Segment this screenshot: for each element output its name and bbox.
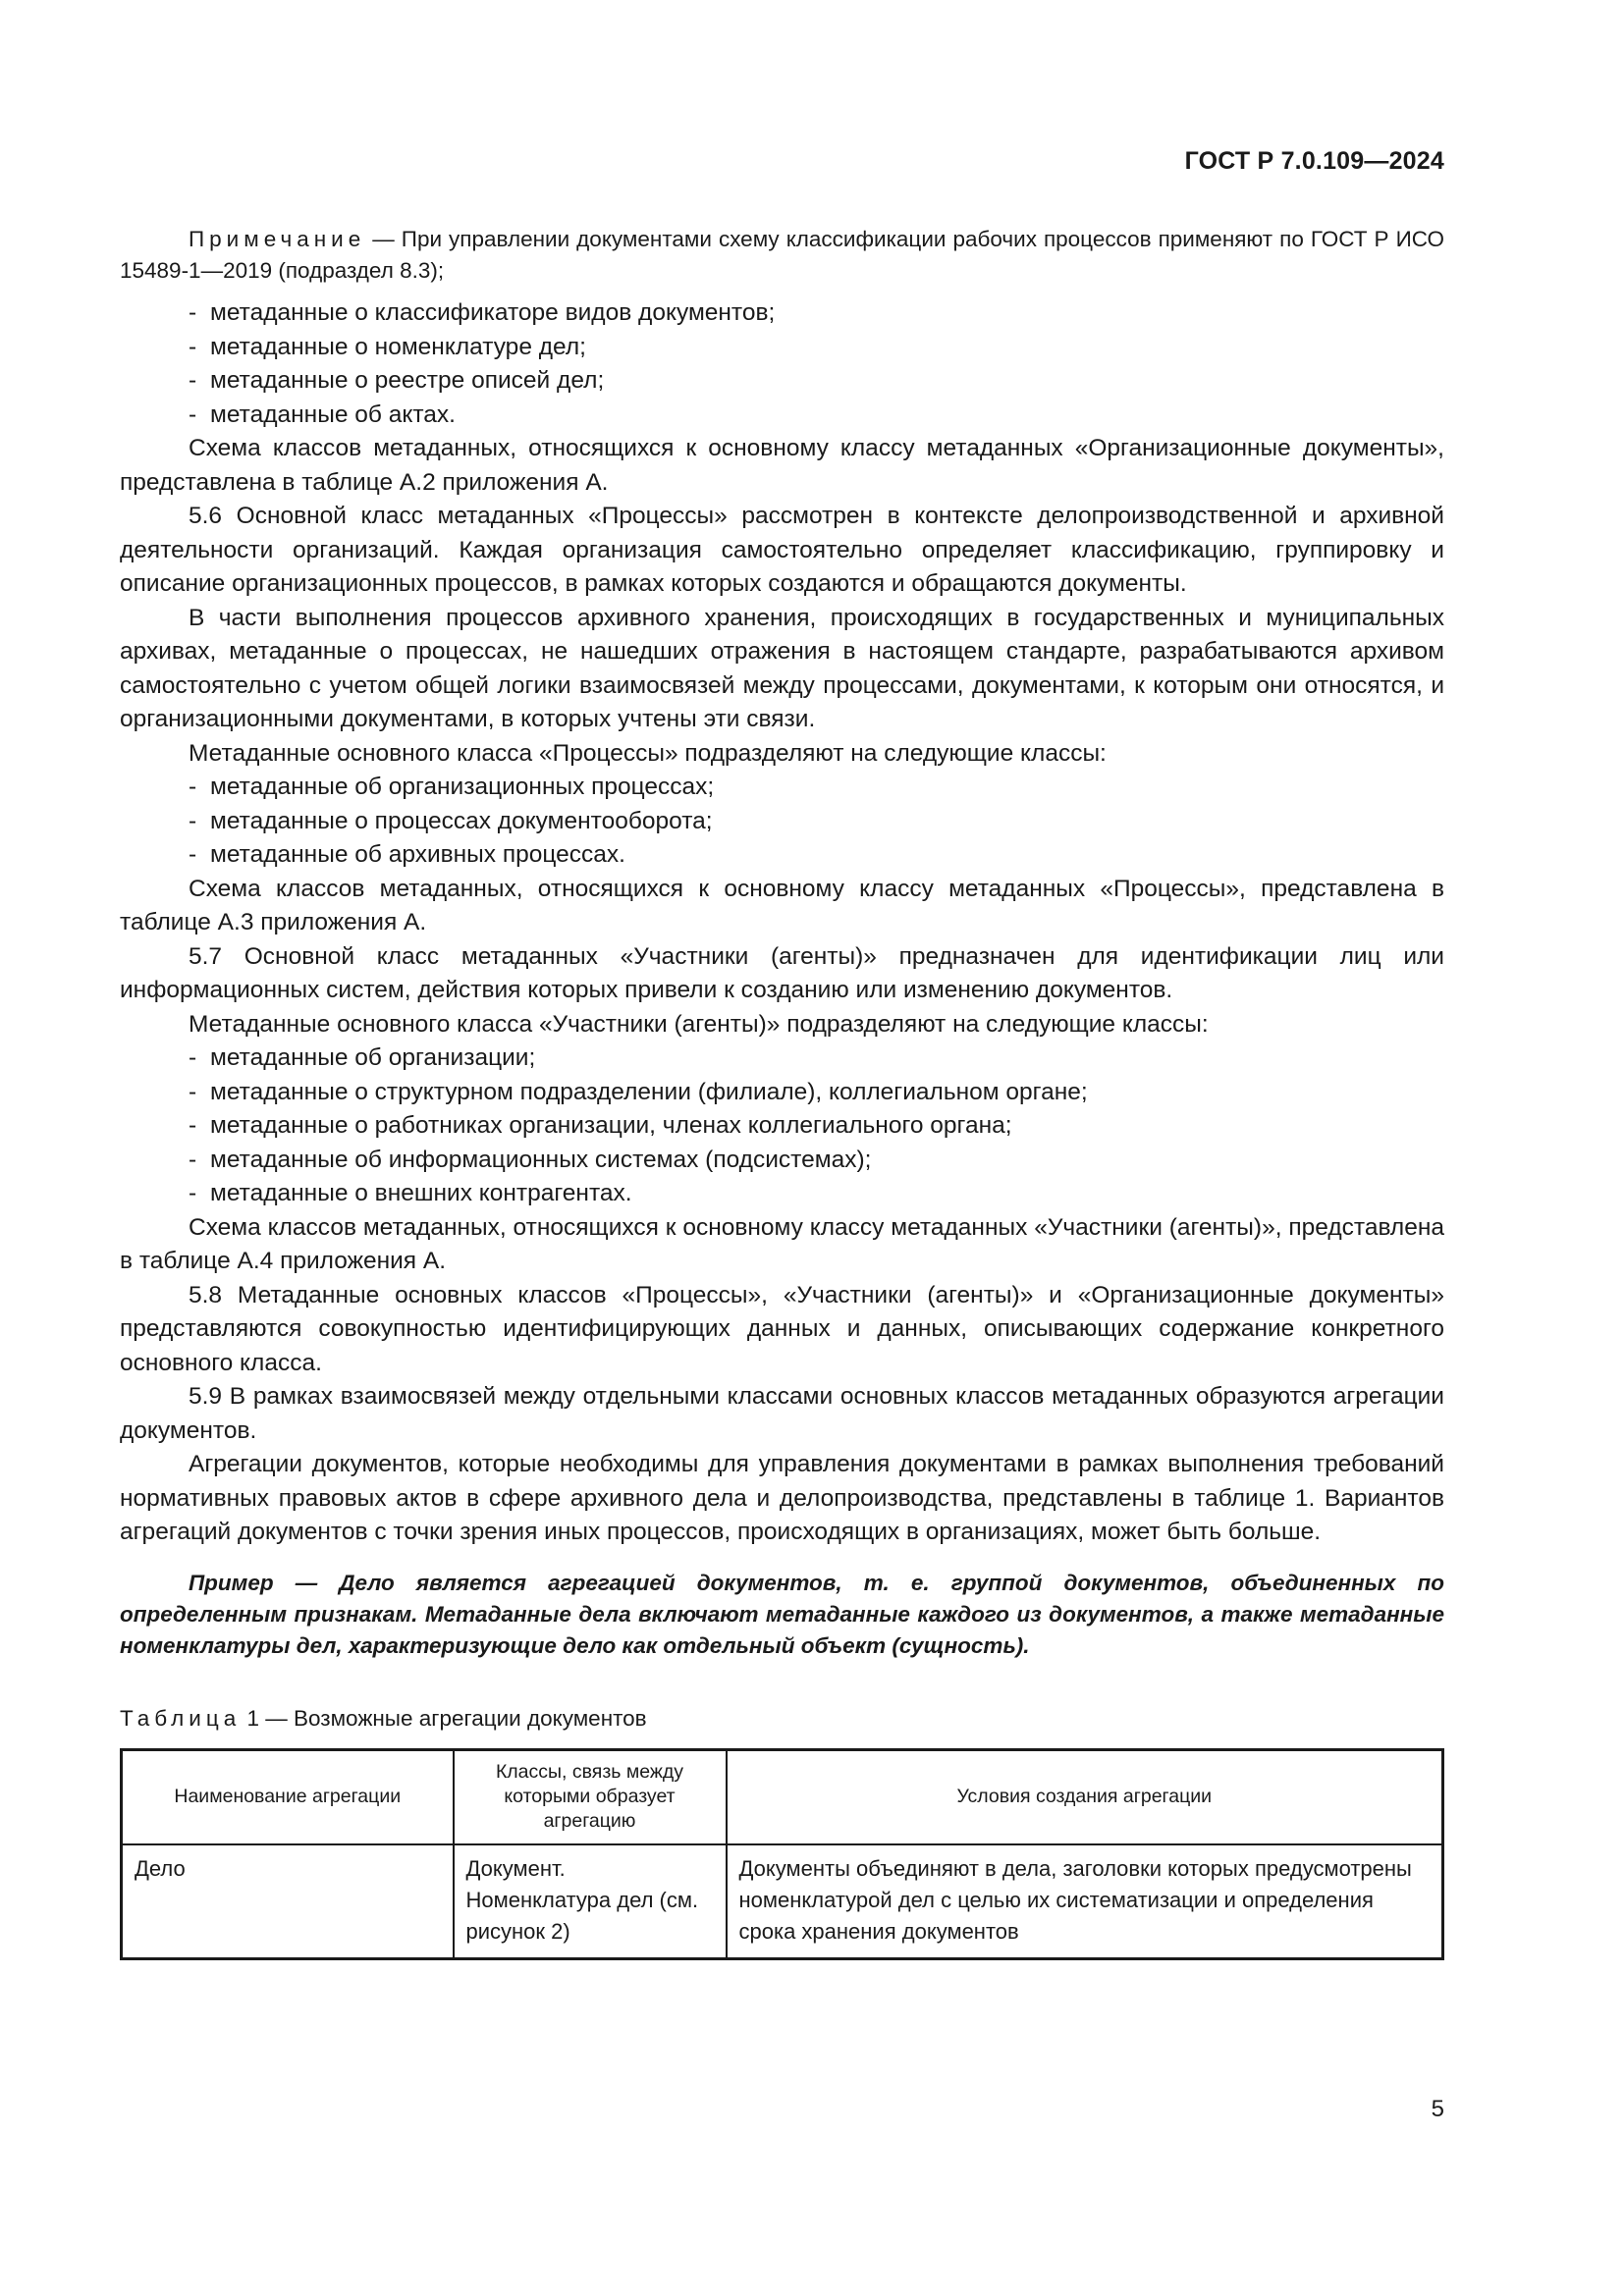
paragraph-processes-classes: Метаданные основного класса «Процессы» подразделяют на следующие классы: bbox=[189, 739, 1107, 767]
list-item: - метаданные об архивных процессах. bbox=[120, 838, 1444, 873]
table-header-row bbox=[122, 1749, 1443, 1844]
paragraph-agents-classes: Метаданные основного класса «Участники (агенты)» подразделяют на следующие классы: bbox=[189, 1010, 1209, 1038]
table-caption bbox=[120, 1703, 1444, 1735]
paragraph-org-docs-scheme: Схема классов метаданных, относящихся к основному классу метаданных «Организационные документы», представлена в таблице А.2 приложения А. bbox=[120, 435, 1444, 496]
column-header: Условия создания агрегации bbox=[727, 1749, 1443, 1844]
table-cell-classes: Документ. Номенклатура дел (см. рисунок 2) bbox=[454, 1844, 727, 1959]
paragraph-agents-scheme: Схема классов метаданных, относящихся к основному классу метаданных «Участники (агенты)», представлена в таблице А.4 приложения А. bbox=[120, 1213, 1444, 1274]
table-cell-name: Дело bbox=[122, 1844, 454, 1959]
paragraph-archive-processes: В части выполнения процессов архивного хранения, происходящих в государственных и муниципальных архивах, метаданные о процессах, не нашедших отражения в настоящем стандарте, разрабатываются архивом самостоятельно с учетом общей логики взаимосвязей между процессами, документами, к которым они относятся, и организационными документами, в которых учтены эти связи. bbox=[120, 604, 1444, 732]
list-item: - метаданные о классификаторе видов документов; bbox=[120, 296, 1444, 331]
note-label: Примечание bbox=[189, 227, 366, 251]
column-header: Классы, связь между которыми образует агрегацию bbox=[454, 1749, 727, 1844]
table-caption-label: Таблица bbox=[120, 1705, 242, 1731]
paragraph-processes-scheme: Схема классов метаданных, относящихся к основному классу метаданных «Процессы», представлена в таблице А.3 приложения А. bbox=[120, 875, 1444, 935]
standard-code-header: ГОСТ Р 7.0.109—2024 bbox=[1184, 147, 1444, 175]
column-header: Наименование агрегации bbox=[122, 1749, 454, 1844]
page-content bbox=[120, 224, 1444, 1960]
document-classes-list bbox=[120, 296, 1444, 432]
agent-classes-list bbox=[120, 1041, 1444, 1211]
table-cell-conditions: Документы объединяют в дела, заголовки которых предусмотрены номенклатурой дел с целью их систематизации и определения срока хранения документов bbox=[727, 1844, 1443, 1959]
table-caption-text: 1 — Возможные агрегации документов bbox=[241, 1705, 647, 1731]
paragraph-aggregations: Агрегации документов, которые необходимы для управления документами в рамках выполнения требований нормативных правовых актов в сфере архивного дела и делопроизводства, представлены в таблице 1. Вариантов агрегаций документов с точки зрения иных процессов, происходящих в организациях, может быть больше. bbox=[120, 1451, 1444, 1545]
list-item: - метаданные об организационных процессах; bbox=[120, 771, 1444, 805]
process-classes-list bbox=[120, 771, 1444, 873]
list-item: - метаданные о работниках организации, членах коллегиального органа; bbox=[120, 1109, 1444, 1144]
list-item: - метаданные о номенклатуре дел; bbox=[120, 331, 1444, 365]
list-item: - метаданные о реестре описей дел; bbox=[120, 364, 1444, 399]
list-item: - метаданные об организации; bbox=[120, 1041, 1444, 1076]
aggregations-table bbox=[120, 1748, 1444, 1960]
paragraph-5-8: 5.8 Метаданные основных классов «Процессы», «Участники (агенты)» и «Организационные документы» представляются совокупностью идентифицирующих данных и данных, описывающих содержание конкретного основного класса. bbox=[120, 1281, 1444, 1376]
example-paragraph: Пример — Дело является агрегацией документов, т. е. группой документов, объединенных по определенным признакам. Метаданные дела включают метаданные каждого из документов, а также метаданные номенклатуры дел, характеризующие дело как отдельный объект (сущность). bbox=[120, 1570, 1444, 1658]
list-item: - метаданные о внешних контрагентах. bbox=[120, 1177, 1444, 1211]
note-text: — При управлении документами схему классификации рабочих процессов применяют по ГОСТ Р ИСО 15489-1—2019 (подраздел 8.3); bbox=[120, 227, 1444, 283]
list-item: - метаданные об актах. bbox=[120, 399, 1444, 433]
list-item: - метаданные о процессах документооборота; bbox=[120, 805, 1444, 839]
paragraph-5-7: 5.7 Основной класс метаданных «Участники (агенты)» предназначен для идентификации лиц или информационных систем, действия которых привели к созданию или изменению документов. bbox=[120, 942, 1444, 1003]
list-item: - метаданные об информационных системах (подсистемах); bbox=[120, 1144, 1444, 1178]
paragraph-5-6: 5.6 Основной класс метаданных «Процессы» рассмотрен в контексте делопроизводственной и архивной деятельности организаций. Каждая организация самостоятельно определяет классификацию, группировку и описание организационных процессов, в рамках которых создаются и обращаются документы. bbox=[120, 503, 1444, 597]
page-number: 5 bbox=[1431, 2096, 1444, 2122]
note-paragraph bbox=[120, 224, 1444, 287]
list-item: - метаданные о структурном подразделении (филиале), коллегиальном органе; bbox=[120, 1076, 1444, 1110]
table-row bbox=[122, 1844, 1443, 1959]
paragraph-5-9: 5.9 В рамках взаимосвязей между отдельными классами основных классов метаданных образуются агрегации документов. bbox=[120, 1383, 1444, 1444]
